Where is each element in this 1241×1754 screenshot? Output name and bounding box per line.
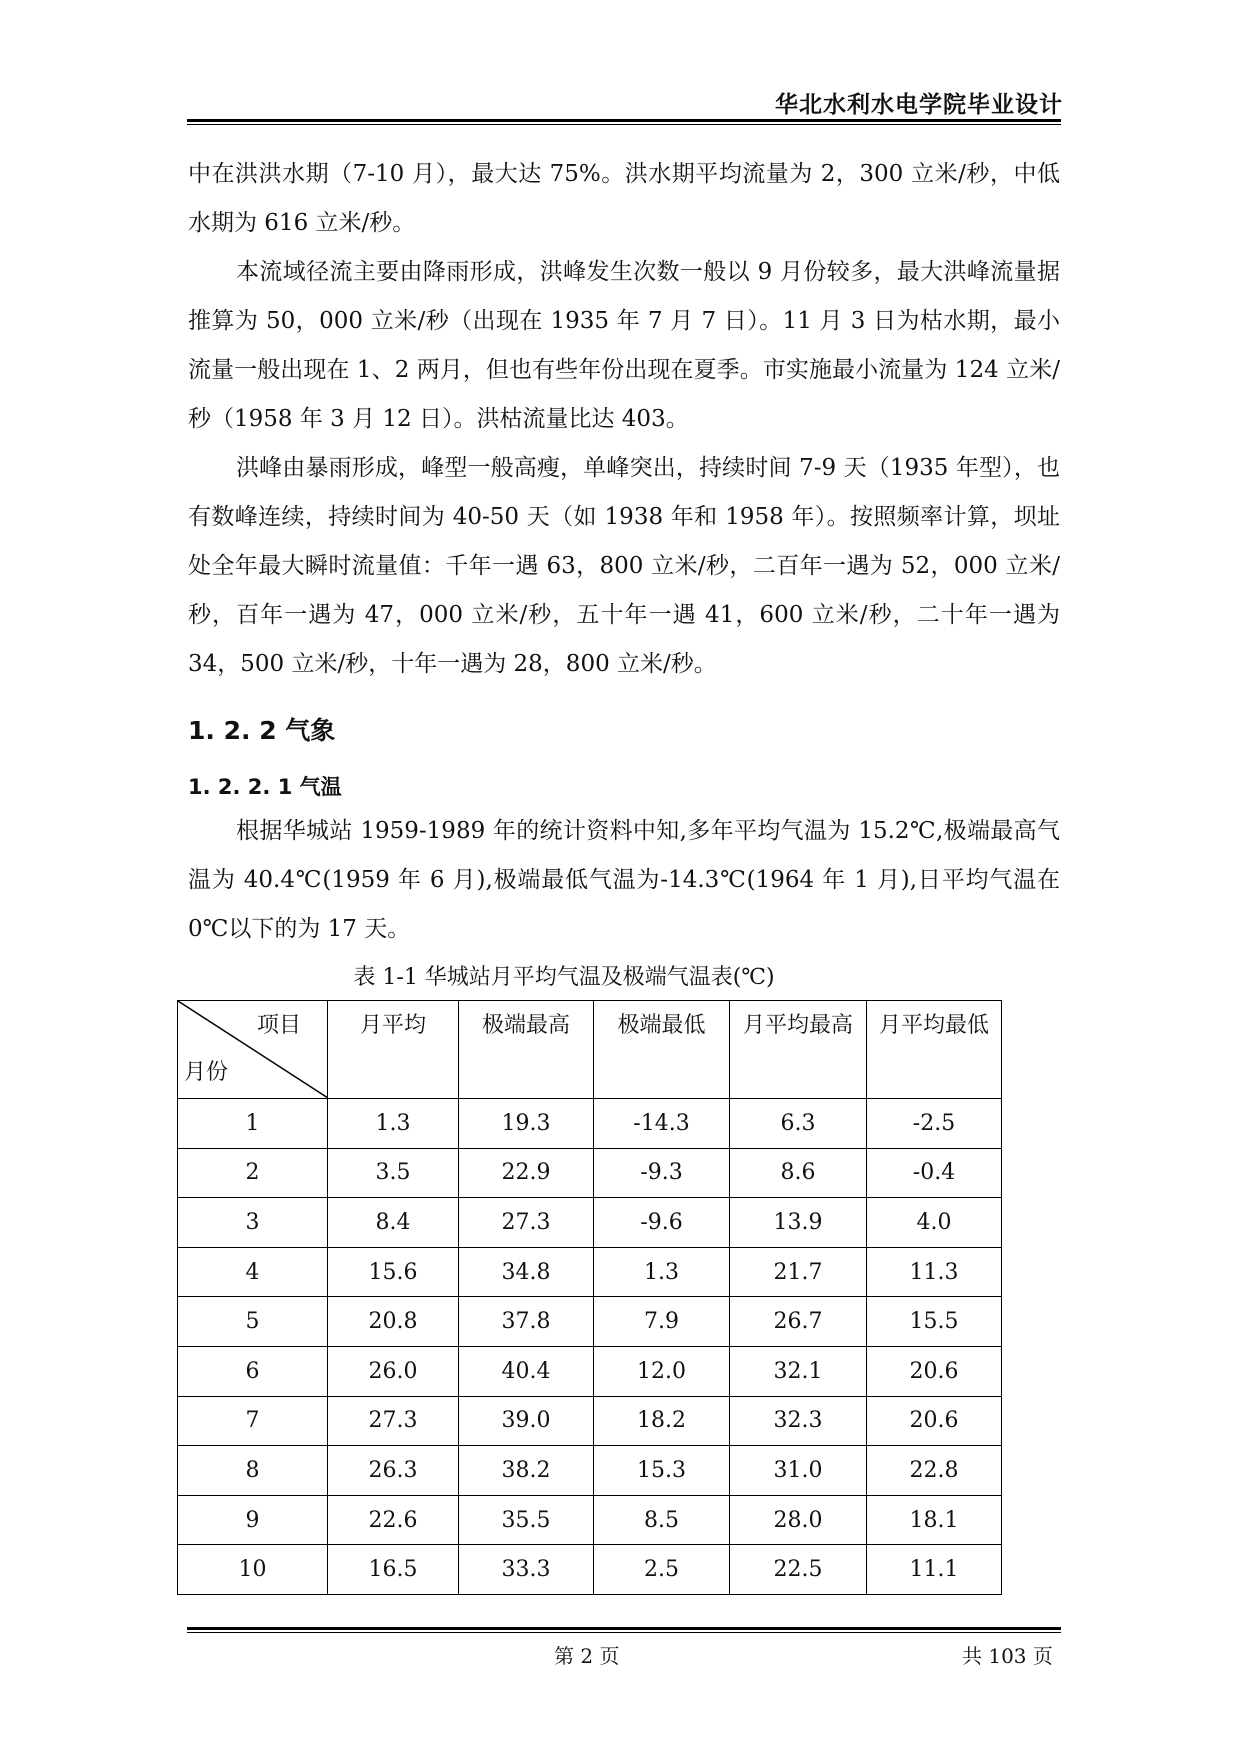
value-cell: 1.3	[594, 1247, 730, 1297]
value-cell: 19.3	[459, 1099, 594, 1149]
table-corner-cell	[178, 1001, 328, 1099]
value-cell: 32.3	[730, 1396, 867, 1446]
column-header: 月平均最高	[730, 1001, 867, 1099]
table-row	[178, 1198, 1002, 1248]
value-cell: 6.3	[730, 1099, 867, 1149]
corner-label-month: 月份	[184, 1060, 229, 1085]
footer-rule	[187, 1627, 1061, 1633]
table-body	[178, 1099, 1002, 1595]
table-row	[178, 1099, 1002, 1149]
document-body	[188, 150, 1060, 998]
value-cell: 8.6	[730, 1148, 867, 1198]
paragraph-temperature: 根据华城站 1959-1989 年的统计资料中知,多年平均气温为 15.2℃,极端最高气温为 40.4℃(1959 年 6 月),极端最低气温为-14.3℃(1964 年 1 月),日平均气温在 0℃以下的为 17 天。	[188, 818, 1060, 942]
table-row	[178, 1297, 1002, 1347]
column-header: 月平均最低	[867, 1001, 1002, 1099]
value-cell: 26.7	[730, 1297, 867, 1347]
table-header-row	[178, 1001, 1002, 1099]
temperature-table	[177, 1000, 1002, 1595]
value-cell: 15.5	[867, 1297, 1002, 1347]
value-cell: 40.4	[459, 1346, 594, 1396]
month-cell: 2	[178, 1148, 328, 1198]
value-cell: 22.5	[730, 1545, 867, 1595]
paragraph-runoff: 本流域径流主要由降雨形成，洪峰发生次数一般以 9 月份较多，最大洪峰流量据推算为 50，000 立米/秒（出现在 1935 年 7 月 7 日）。11 月 3 日为枯水期，最小流量一般出现在 1、2 两月，但也有些年份出现在夏季。市实施最小流量为 124 立米/秒（1958 年 3 月 12 日）。洪枯流量比达 403。	[188, 259, 1060, 432]
value-cell: 8.4	[328, 1198, 459, 1248]
month-cell: 8	[178, 1446, 328, 1496]
value-cell: 4.0	[867, 1198, 1002, 1248]
value-cell: 34.8	[459, 1247, 594, 1297]
value-cell: -9.3	[594, 1148, 730, 1198]
table-row	[178, 1148, 1002, 1198]
value-cell: 13.9	[730, 1198, 867, 1248]
table-row	[178, 1545, 1002, 1595]
value-cell: 32.1	[730, 1346, 867, 1396]
value-cell: 20.6	[867, 1346, 1002, 1396]
value-cell: 22.6	[328, 1495, 459, 1545]
month-cell: 9	[178, 1495, 328, 1545]
table-row	[178, 1495, 1002, 1545]
month-cell: 10	[178, 1545, 328, 1595]
month-cell: 3	[178, 1198, 328, 1248]
value-cell: 11.1	[867, 1545, 1002, 1595]
value-cell: -2.5	[867, 1099, 1002, 1149]
value-cell: 37.8	[459, 1297, 594, 1347]
value-cell: 39.0	[459, 1396, 594, 1446]
month-cell: 6	[178, 1346, 328, 1396]
month-cell: 1	[178, 1099, 328, 1149]
month-cell: 4	[178, 1247, 328, 1297]
value-cell: 2.5	[594, 1545, 730, 1595]
month-cell: 7	[178, 1396, 328, 1446]
value-cell: -0.4	[867, 1148, 1002, 1198]
value-cell: 27.3	[328, 1396, 459, 1446]
value-cell: 21.7	[730, 1247, 867, 1297]
value-cell: 11.3	[867, 1247, 1002, 1297]
total-pages: 共 103 页	[962, 1644, 1053, 1668]
value-cell: 15.3	[594, 1446, 730, 1496]
column-header: 极端最高	[459, 1001, 594, 1099]
value-cell: 28.0	[730, 1495, 867, 1545]
month-cell: 5	[178, 1297, 328, 1347]
value-cell: 26.0	[328, 1346, 459, 1396]
value-cell: 35.5	[459, 1495, 594, 1545]
value-cell: 16.5	[328, 1545, 459, 1595]
paragraph-flood-period: 中在洪洪水期（7-10 月），最大达 75%。洪水期平均流量为 2，300 立米/秒，中低水期为 616 立米/秒。	[188, 161, 1060, 236]
subsection-heading-temperature: 1. 2. 2. 1 气温	[188, 775, 342, 799]
value-cell: 31.0	[730, 1446, 867, 1496]
value-cell: 8.5	[594, 1495, 730, 1545]
header-rule	[187, 119, 1061, 125]
table-row	[178, 1247, 1002, 1297]
value-cell: 26.3	[328, 1446, 459, 1496]
value-cell: 22.9	[459, 1148, 594, 1198]
value-cell: 20.6	[867, 1396, 1002, 1446]
value-cell: 38.2	[459, 1446, 594, 1496]
column-header: 月平均	[328, 1001, 459, 1099]
value-cell: 20.8	[328, 1297, 459, 1347]
column-header: 极端最低	[594, 1001, 730, 1099]
value-cell: 27.3	[459, 1198, 594, 1248]
header-title: 华北水利水电学院毕业设计	[775, 92, 1063, 118]
section-heading-meteorology: 1. 2. 2 气象	[188, 716, 336, 745]
table-caption: 表 1-1 华城站月平均气温及极端气温表(℃)	[353, 965, 775, 990]
value-cell: 7.9	[594, 1297, 730, 1347]
page-number: 第 2 页	[554, 1644, 620, 1668]
value-cell: 18.1	[867, 1495, 1002, 1545]
value-cell: 22.8	[867, 1446, 1002, 1496]
value-cell: -14.3	[594, 1099, 730, 1149]
value-cell: 18.2	[594, 1396, 730, 1446]
table-row	[178, 1446, 1002, 1496]
value-cell: -9.6	[594, 1198, 730, 1248]
paragraph-flood-peak: 洪峰由暴雨形成，峰型一般高瘦，单峰突出，持续时间 7-9 天（1935 年型），也有数峰连续，持续时间为 40-50 天（如 1938 年和 1958 年）。按照频率计算，坝址处全年最大瞬时流量值：千年一遇 63，800 立米/秒，二百年一遇为 52，000 立米/秒，百年一遇为 47，000 立米/秒，五十年一遇 41，600 立米/秒，二十年一遇为 34，500 立米/秒，十年一遇为 28，800 立米/秒。	[188, 455, 1060, 677]
value-cell: 12.0	[594, 1346, 730, 1396]
table-row	[178, 1396, 1002, 1446]
value-cell: 33.3	[459, 1545, 594, 1595]
value-cell: 3.5	[328, 1148, 459, 1198]
corner-label-item: 项目	[256, 1013, 301, 1038]
value-cell: 15.6	[328, 1247, 459, 1297]
value-cell: 1.3	[328, 1099, 459, 1149]
table-row	[178, 1346, 1002, 1396]
